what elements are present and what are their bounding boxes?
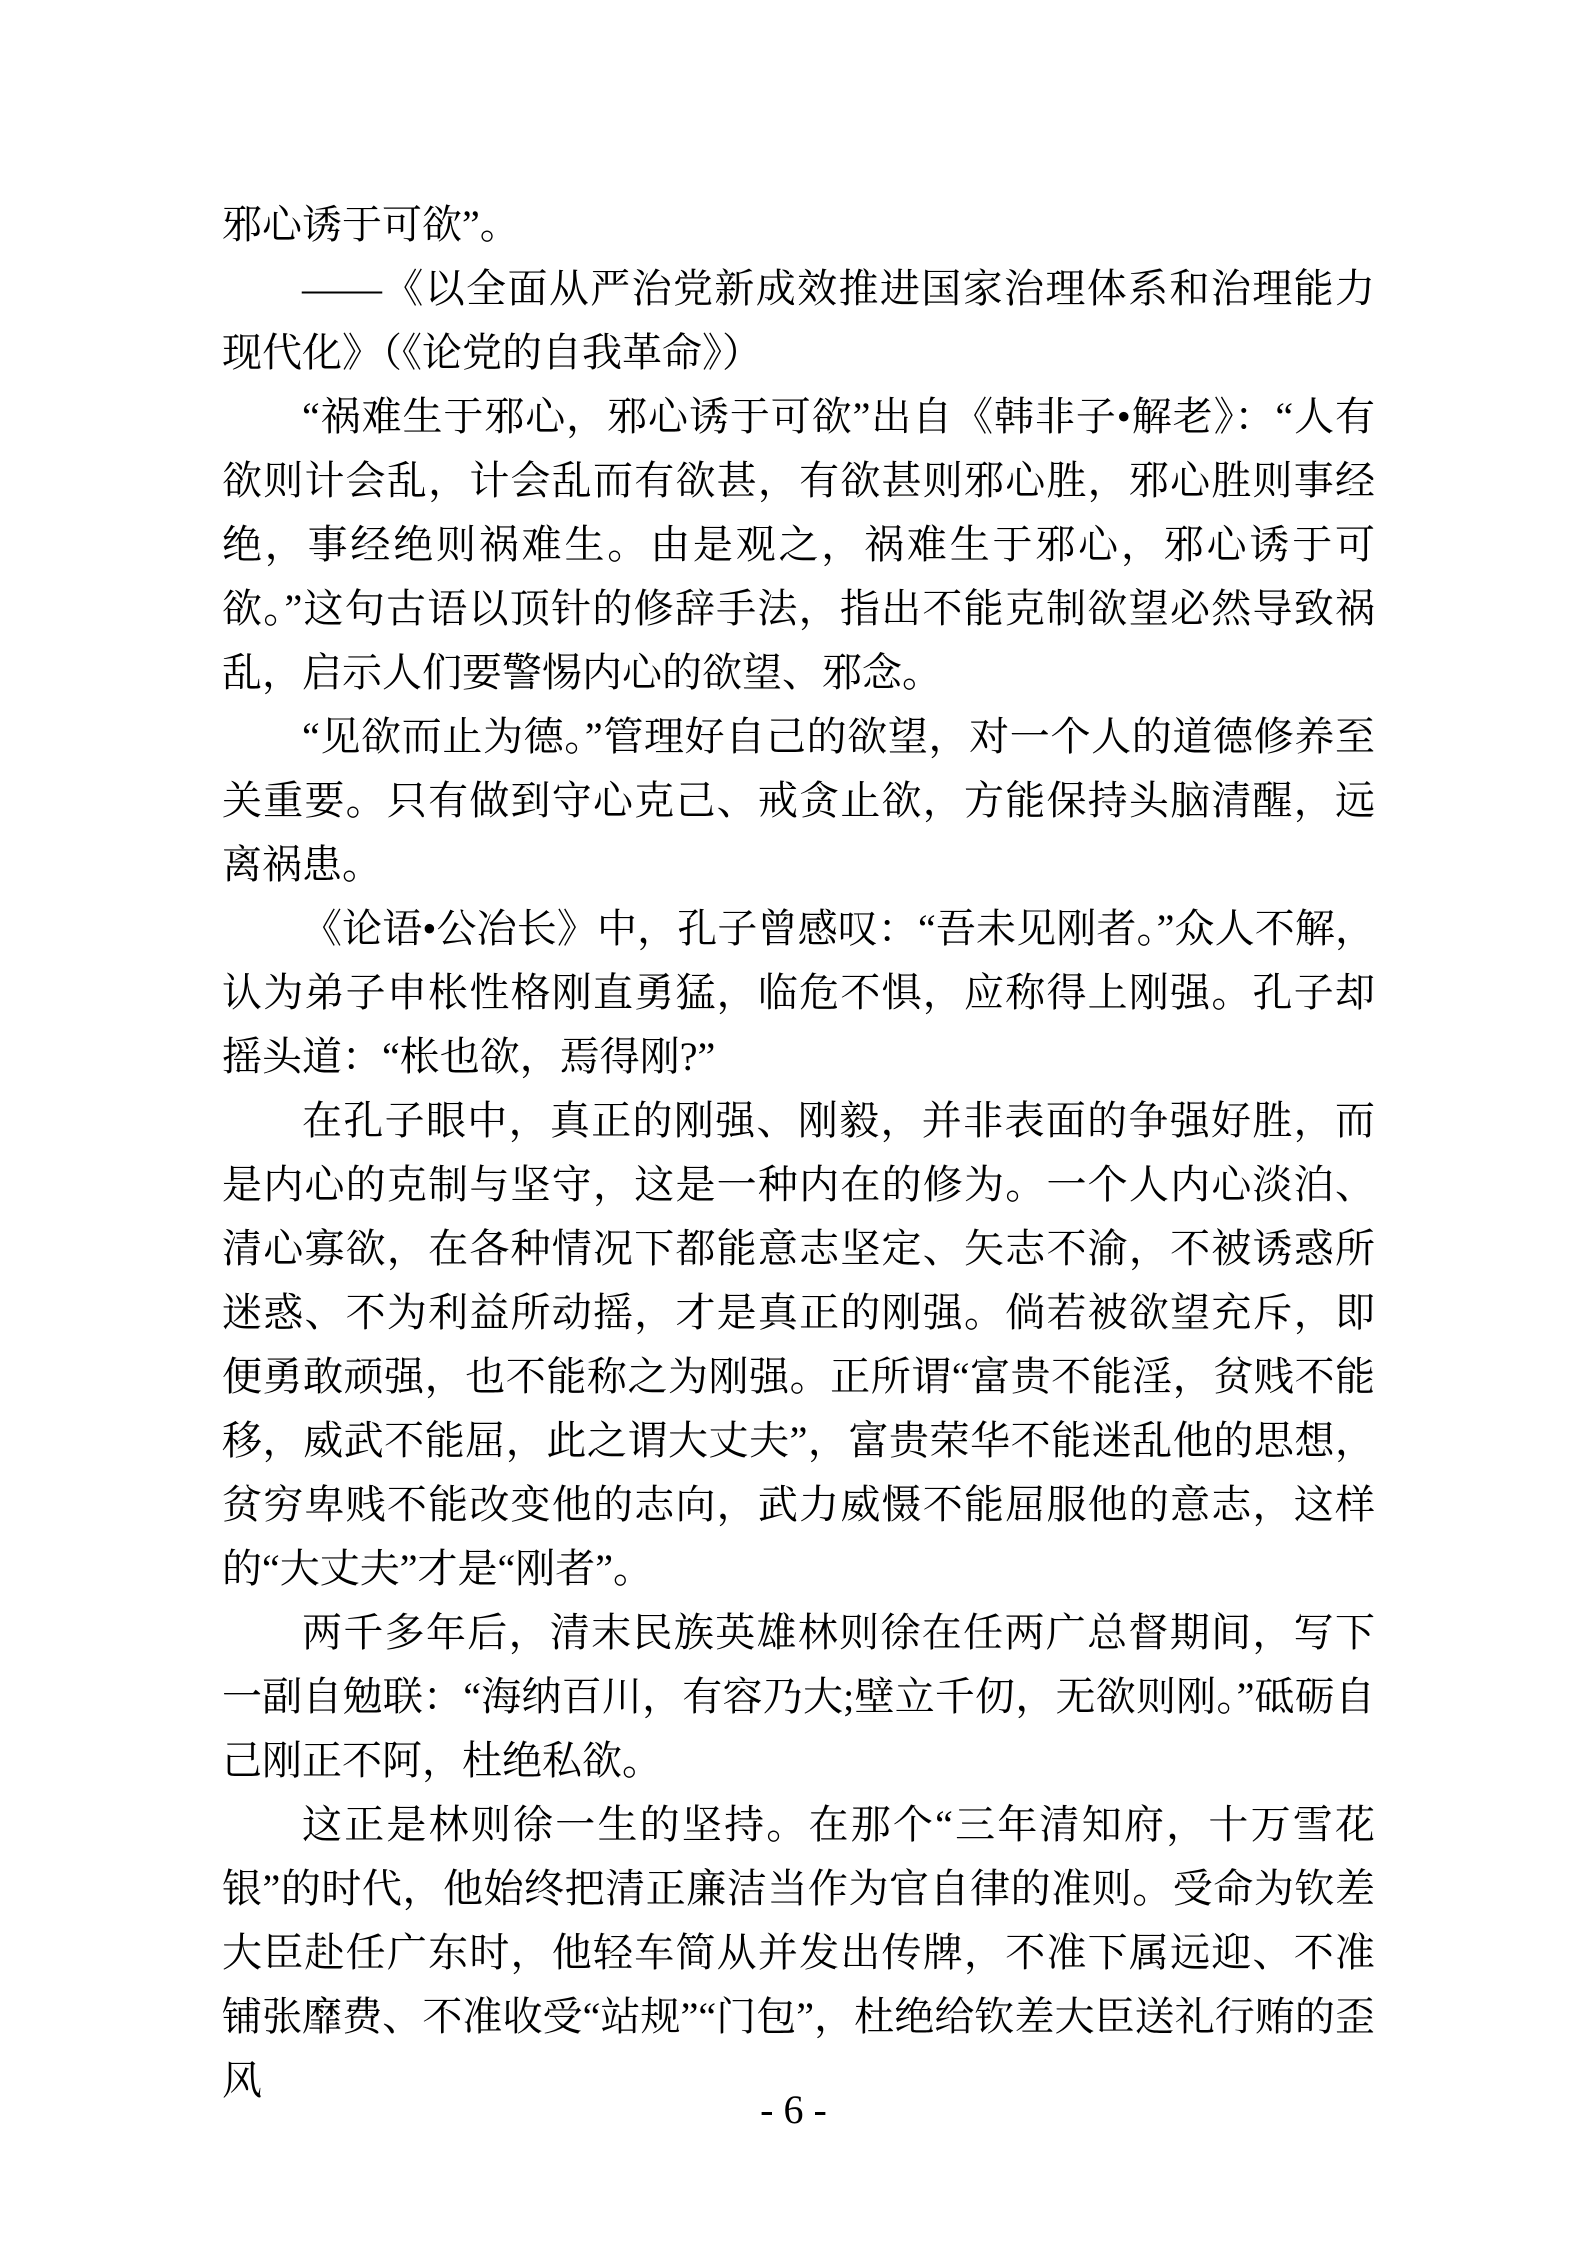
text-block — [222, 193, 1375, 2113]
paragraph: 两千多年后，清末民族英雄林则徐在任两广总督期间，写下一副自勉联：“海纳百川，有容乃大;壁立千仞，无欲则刚。”砥砺自己刚正不阿，杜绝私欲。 — [222, 1610, 1375, 1783]
page-number: - 6 - — [760, 2087, 827, 2132]
page-footer — [0, 2078, 1587, 2142]
paragraph: 这正是林则徐一生的坚持。在那个“三年清知府，十万雪花银”的时代，他始终把清正廉洁当作为官自律的准则。受命为钦差大臣赴任广东时，他轻车简从并发出传牌，不准下属远迎、不准铺张靡费、不准收受“站规”“门包”，杜绝给钦差大臣送礼行贿的歪风 — [222, 1802, 1375, 2103]
attribution-paragraph: ——《以全面从严治党新成效推进国家治理体系和治理能力现代化》（《论党的自我革命》） — [222, 266, 1375, 375]
paragraph: “祸难生于邪心，邪心诱于可欲”出自《韩非子•解老》：“人有欲则计会乱，计会乱而有欲甚，有欲甚则邪心胜，邪心胜则事经绝，事经绝则祸难生。由是观之，祸难生于邪心，邪心诱于可欲。”这句古语以顶针的修辞手法，指出不能克制欲望必然导致祸乱，启示人们要警惕内心的欲望、邪念。 — [222, 394, 1375, 695]
paragraph: 《论语•公冶长》中，孔子曾感叹：“吾未见刚者。”众人不解，认为弟子申枨性格刚直勇猛，临危不惧，应称得上刚强。孔子却摇头道：“枨也欲，焉得刚?” — [222, 906, 1375, 1079]
paragraph: 邪心诱于可欲”。 — [222, 202, 520, 247]
paragraph: “见欲而止为德。”管理好自己的欲望，对一个人的道德修养至关重要。只有做到守心克己、戒贪止欲，方能保持头脑清醒，远离祸患。 — [222, 714, 1375, 887]
paragraph: 在孔子眼中，真正的刚强、刚毅，并非表面的争强好胜，而是内心的克制与坚守，这是一种内在的修为。一个人内心淡泊、清心寡欲，在各种情况下都能意志坚定、矢志不渝，不被诱惑所迷惑、不为利益所动摇，才是真正的刚强。倘若被欲望充斥，即便勇敢顽强，也不能称之为刚强。正所谓“富贵不能淫，贫贱不能移，威武不能屈，此之谓大丈夫”，富贵荣华不能迷乱他的思想，贫穷卑贱不能改变他的志向，武力威慑不能屈服他的意志，这样的“大丈夫”才是“刚者”。 — [222, 1098, 1375, 1591]
